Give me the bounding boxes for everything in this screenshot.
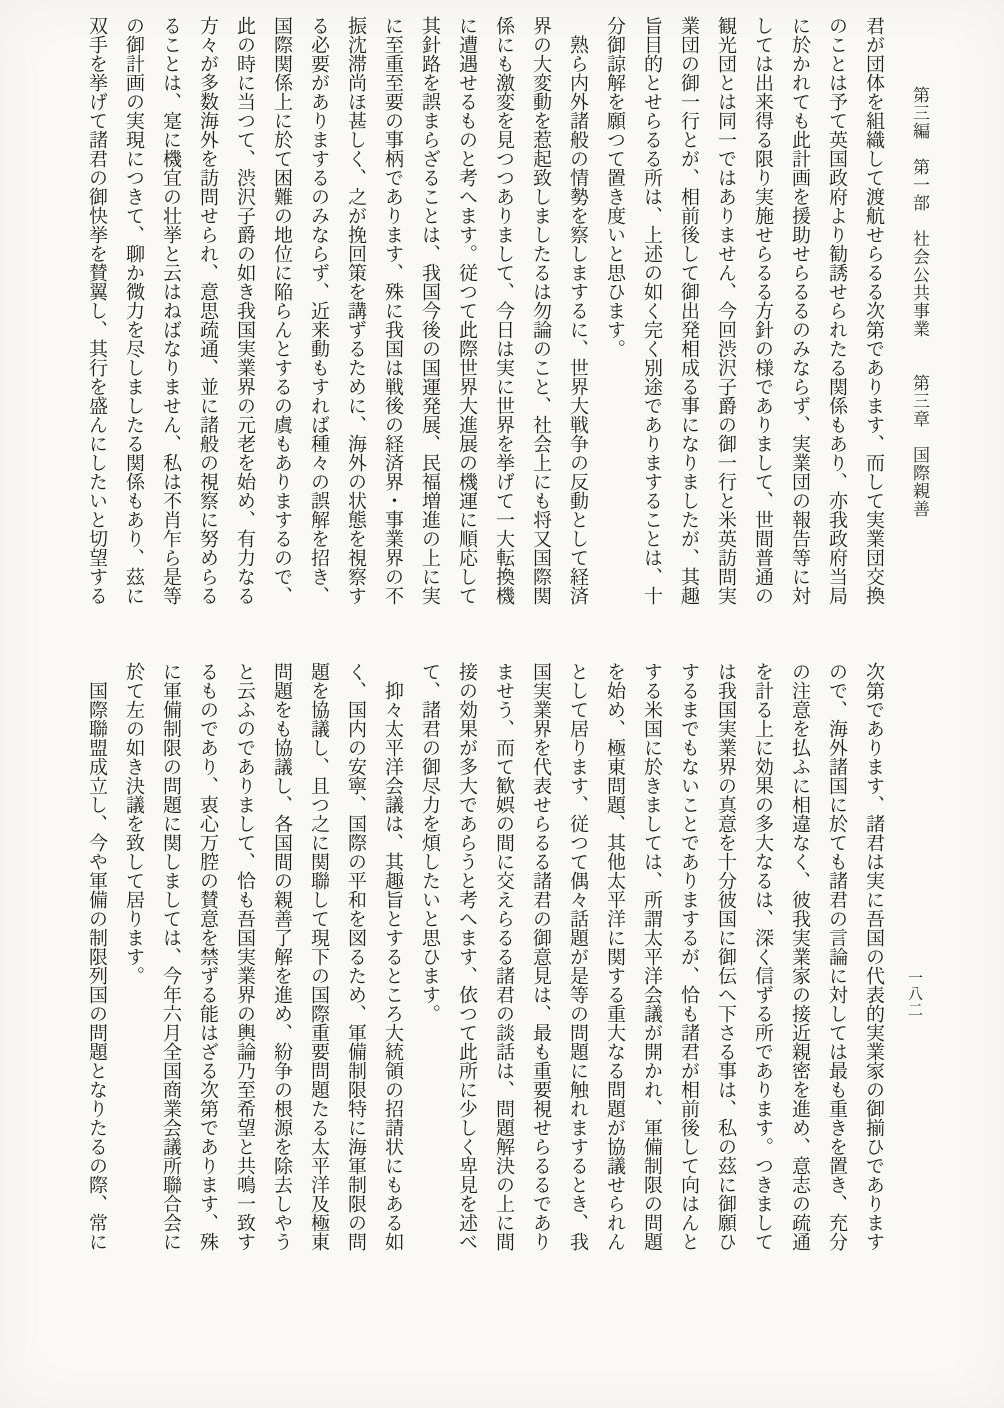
text-column: するまでもないことでありまするが、恰も諸君が相前後して向はんと	[678, 662, 699, 1251]
text-column: 於て左の如き決議を致して居ります。	[123, 662, 144, 985]
text-column: ませう、而て歓娯の間に交えらるる諸君の談話は、問題解決の上に間	[493, 662, 514, 1251]
text-column: に遭遇せるものと考へます。従つて此際世界大進展の機運に順応して	[456, 16, 477, 605]
text-column: 係にも激変を見つつありまして、今日は実に世界を挙げて一大転換機	[493, 16, 514, 605]
running-header: 第三編 第一部 社会公共事業 第三章 国際親善	[910, 86, 929, 518]
text-column: する米国に於きましては、所謂太平洋会議が開かれ、軍備制限の問題	[641, 662, 662, 1251]
text-column: 題を協議し、且つ之に関聯して現下の国際重要問題たる太平洋及極東	[308, 662, 329, 1251]
text-column: ので、海外諸国に於ても諸君の言論に対しては最も重きを置き、充分	[826, 662, 847, 1251]
text-column: く、国内の安寧、国際の平和を図るため、軍備制限特に海軍制限の問	[345, 662, 366, 1251]
text-column: 国際関係上に於て困難の地位に陥らんとするの虞もありまするので、	[271, 16, 292, 605]
text-column: を始め、極東問題、其他太平洋に関する重大なる問題が協議せられん	[604, 662, 625, 1251]
text-column: 方々が多数海外を訪問せられ、意思疏通、並に諸般の視察に努めらる	[197, 16, 218, 605]
text-column: として居ります、従つて偶々話題が是等の問題に触れまするとき、我	[567, 662, 588, 1251]
page-number: 一八二	[906, 970, 922, 1018]
text-column: 次第であります、諸君は実に吾国の代表的実業家の御揃ひであります	[863, 662, 884, 1251]
text-block-upper	[72, 16, 892, 641]
text-column: て、諸君の御尽力を煩したいと思ひます。	[419, 662, 440, 1023]
text-column: 其針路を誤まらざることは、我国今後の国運発展、民福増進の上に実	[419, 16, 440, 605]
text-column: 双手を挙げて諸君の御快挙を賛翼し、其行を盛んにしたいと切望する	[86, 16, 107, 605]
text-column: 問題をも協議し、各国間の親善了解を進め、紛争の根源を除去しやう	[271, 662, 292, 1251]
text-column: るものであり、衷心万腔の賛意を禁ずる能はざる次第であります、殊	[197, 662, 218, 1251]
text-column: 接の効果が多大であらうと考へます、依つて此所に少しく卑見を述べ	[456, 662, 477, 1251]
text-column: 旨目的とせらるる所は、上述の如く完く別途でありますることは、十	[641, 16, 662, 605]
text-column: を計る上に効果の多大なるは、深く信ずる所であります。つきまして	[752, 662, 773, 1251]
text-column: る必要がありまするのみならず、近来動もすれば種々の誤解を招き、	[308, 16, 329, 605]
text-block-lower	[72, 662, 892, 1287]
text-column: 業団の御一行とが、相前後して御出発相成る事になりましたが、其趣	[678, 16, 699, 605]
text-column: に至重至要の事柄であります、殊に我国は戦後の経済界・事業界の不	[382, 16, 403, 605]
text-column: しては出来得る限り実施せらるる方針の様でありまして、世間普通の	[752, 16, 773, 605]
text-column: 国実業界を代表せらるる諸君の御意見は、最も重要視せらるるであり	[530, 662, 551, 1251]
text-column: ることは、寔に機宜の壮挙と云はねばなりません、私は不肖乍ら是等	[160, 16, 181, 605]
text-column: 観光団とは同一ではありません、今回渋沢子爵の御一行と米英訪問実	[715, 16, 736, 605]
text-column: 熟ら内外諸般の情勢を察しまするに、世界大戦争の反動として経済	[567, 16, 588, 605]
text-column: 分御諒解を願つて置き度いと思ひます。	[604, 16, 625, 358]
text-column: 界の大変動を惹起致しましたるは勿論のこと、社会上にも将又国際関	[530, 16, 551, 605]
text-column: に軍備制限の問題に関しましては、今年六月全国商業会議所聯合会に	[160, 662, 181, 1251]
text-column: 抑々太平洋会議は、其趣旨とするところ大統領の招請状にもある如	[382, 662, 403, 1251]
text-column: 振沈滞尚ほ甚しく、之が挽回策を講ずるために、海外の状態を視察す	[345, 16, 366, 605]
text-column: に於かれても此計画を援助せらるるのみならず、実業団の報告等に対	[789, 16, 810, 605]
text-column: の注意を払ふに相違なく、彼我実業家の接近親密を進め、意志の疏通	[789, 662, 810, 1251]
text-column: のことは予て英国政府より勧誘せられたる関係もあり、亦我政府当局	[826, 16, 847, 605]
text-column: 君が団体を組織して渡航せらるる次第であります、而して実業団交換	[863, 16, 884, 605]
text-column: は我国実業界の真意を十分彼国に御伝へ下さる事は、私の茲に御願ひ	[715, 662, 736, 1251]
text-column: と云ふのでありまして、恰も吾国実業界の輿論乃至希望と共鳴一致す	[234, 662, 255, 1251]
text-column: 国際聯盟成立し、今や軍備の制限列国の問題となりたるの際、常に	[86, 662, 107, 1251]
text-column: 此の時に当つて、渋沢子爵の如き我国実業界の元老を始め、有力なる	[234, 16, 255, 605]
text-column: の御計画の実現につきて、聊か微力を尽しましたる関係もあり、茲に	[123, 16, 144, 605]
